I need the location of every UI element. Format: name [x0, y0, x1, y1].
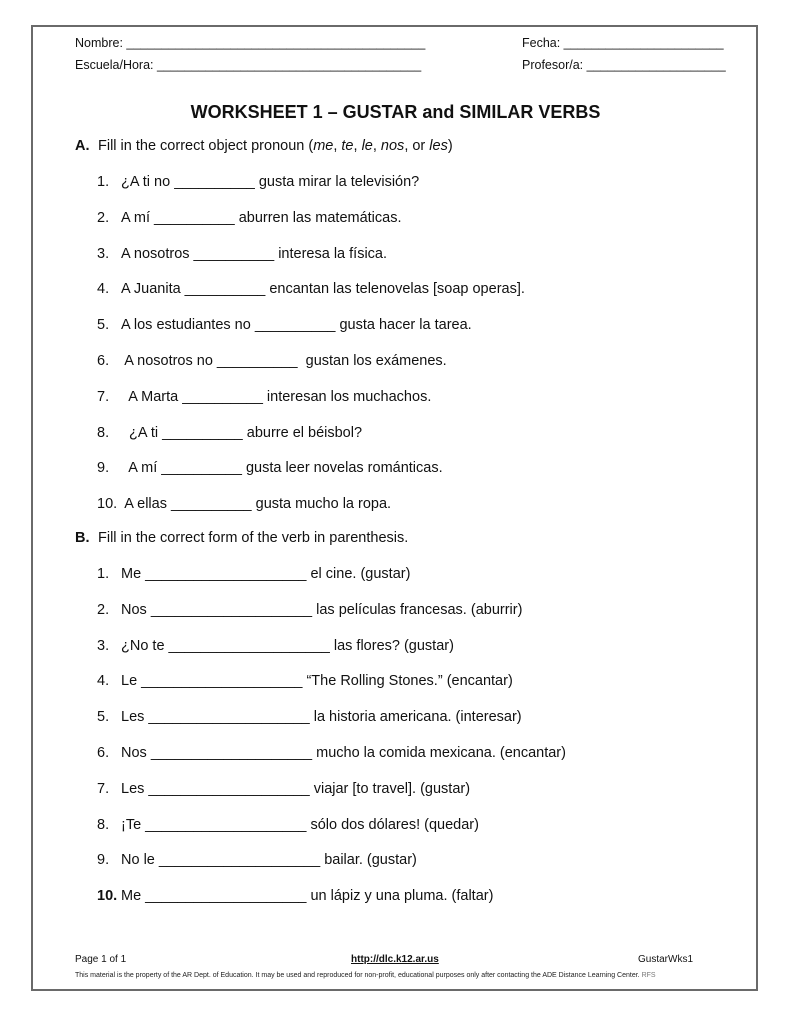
item-number: 3.	[97, 245, 110, 262]
section-a-item	[97, 496, 391, 512]
section-b-item	[97, 852, 417, 868]
item-number: 9.	[97, 852, 110, 869]
item-number: 10.	[97, 496, 118, 513]
footer-link[interactable]: http://dlc.k12.ar.us	[351, 954, 439, 965]
section-b-letter: B.	[75, 530, 90, 546]
item-number: 2.	[97, 209, 110, 226]
item-number: 1.	[97, 174, 110, 190]
item-text[interactable]: Me ____________________ el cine. (gustar)	[121, 566, 411, 582]
item-text[interactable]: ¿No te ____________________ las flores? (gustar)	[121, 637, 454, 654]
disclaimer	[75, 972, 656, 979]
item-number: 7.	[97, 388, 110, 405]
item-text[interactable]: A los estudiantes no __________ gusta hacer la tarea.	[121, 317, 472, 334]
item-text[interactable]: Me ____________________ un lápiz y una pluma. (faltar)	[121, 888, 494, 905]
pronoun-te: te	[341, 138, 354, 154]
item-number: 8.	[97, 816, 110, 833]
or-text: , or	[404, 138, 430, 154]
section-b-item	[97, 709, 522, 725]
item-number: 3.	[97, 637, 110, 654]
item-text[interactable]: ¿A ti __________ aburre el béisbol?	[121, 424, 363, 441]
item-text[interactable]: Les ____________________ viajar [to travel]. (gustar)	[121, 780, 471, 797]
section-b-item	[97, 817, 479, 833]
section-a-letter: A.	[75, 138, 90, 154]
item-number: 10.	[97, 888, 118, 905]
fecha-field[interactable]: Fecha: _______________________	[522, 36, 724, 50]
section-a-item	[97, 317, 472, 333]
nombre-field[interactable]: Nombre: ___________________________________________	[75, 36, 426, 50]
item-text[interactable]: A mí __________ gusta leer novelas románticas.	[121, 460, 443, 477]
item-number: 4.	[97, 281, 110, 298]
section-b-text: Fill in the correct form of the verb in parenthesis.	[98, 530, 409, 546]
section-a-item	[97, 389, 431, 405]
section-b-item	[97, 602, 522, 618]
section-a-item	[97, 460, 443, 476]
section-b-item	[97, 673, 513, 689]
separator: ,	[353, 138, 362, 154]
section-b-item	[97, 566, 410, 582]
section-b-item	[97, 781, 470, 797]
author-initials: RFS	[641, 972, 656, 979]
section-b-item	[97, 638, 454, 654]
separator: ,	[372, 138, 381, 154]
item-text[interactable]: A ellas __________ gusta mucho la ropa.	[121, 496, 392, 513]
item-number: 8.	[97, 424, 110, 441]
section-a-item	[97, 425, 362, 441]
section-a-item	[97, 210, 402, 226]
instruction-suffix: )	[447, 138, 453, 154]
pronoun-me: me	[313, 138, 334, 154]
item-text[interactable]: A mí __________ aburren las matemáticas.	[121, 209, 402, 226]
worksheet-title: WORKSHEET 1 – GUSTAR and SIMILAR VERBS	[190, 102, 601, 122]
section-a-item	[97, 174, 419, 190]
item-text[interactable]: A Juanita __________ encantan las telenovelas [soap operas].	[121, 281, 525, 298]
item-text[interactable]: Nos ____________________ mucho la comida mexicana. (encantar)	[121, 745, 566, 761]
escuela-hora-field[interactable]: Escuela/Hora: ______________________________________	[75, 58, 422, 72]
pronoun-nos: nos	[380, 138, 405, 154]
item-number: 5.	[97, 317, 110, 334]
profesor-field[interactable]: Profesor/a: ____________________	[522, 58, 726, 72]
section-a-item	[97, 353, 447, 369]
page-number: Page 1 of 1	[75, 954, 127, 965]
item-text[interactable]: A nosotros no __________ gustan los exámenes.	[121, 353, 447, 369]
section-b-instruction	[75, 530, 408, 546]
item-number: 5.	[97, 709, 110, 726]
disclaimer-text: This material is the property of the AR Dept. of Education. It may be used and reproduced for non-profit, educational purposes only after contacting the ADE Distance Learning Center.	[75, 972, 640, 979]
item-number: 6.	[97, 745, 110, 761]
pronoun-le: le	[361, 138, 373, 154]
item-text[interactable]: A nosotros __________ interesa la física.	[121, 245, 388, 262]
section-b-item	[97, 745, 566, 761]
item-number: 2.	[97, 601, 110, 618]
separator: ,	[333, 138, 342, 154]
item-text[interactable]: Les ____________________ la historia americana. (interesar)	[121, 709, 522, 726]
item-number: 7.	[97, 780, 110, 797]
item-number: 1.	[97, 566, 110, 582]
section-b-item	[97, 888, 493, 904]
item-text[interactable]: A Marta __________ interesan los muchachos.	[121, 388, 432, 405]
pronoun-les: les	[429, 138, 448, 154]
item-text[interactable]: ¡Te ____________________ sólo dos dólares! (quedar)	[121, 816, 479, 833]
document-code: GustarWks1	[638, 954, 694, 965]
item-text[interactable]: Nos ____________________ las películas francesas. (aburrir)	[121, 601, 523, 618]
instruction-prefix: Fill in the correct object pronoun (	[98, 138, 314, 154]
section-a-instruction	[75, 138, 453, 154]
item-number: 4.	[97, 673, 110, 690]
item-text[interactable]: No le ____________________ bailar. (gustar)	[121, 852, 417, 869]
item-number: 9.	[97, 460, 110, 477]
item-text[interactable]: Le ____________________ “The Rolling Stones.” (encantar)	[121, 673, 513, 690]
section-a-item	[97, 246, 387, 262]
item-text[interactable]: ¿A ti no __________ gusta mirar la televisión?	[121, 174, 420, 190]
section-a-item	[97, 281, 525, 297]
item-number: 6.	[97, 353, 110, 369]
